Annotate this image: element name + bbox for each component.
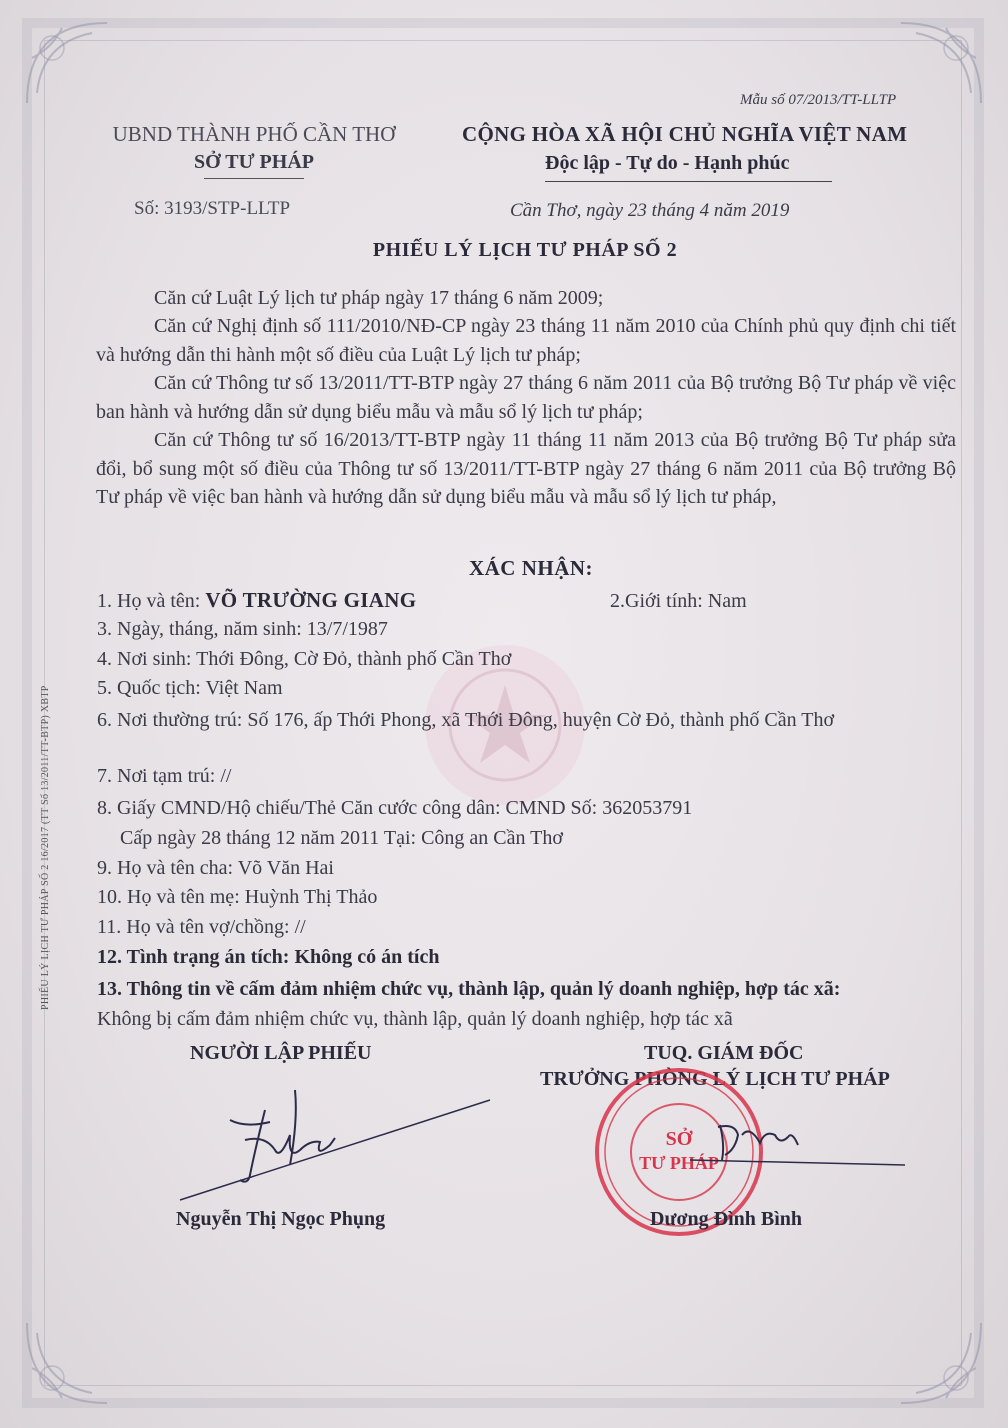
preparer-title: NGƯỜI LẬP PHIẾU [190,1042,372,1064]
corner-ornament-icon [896,18,986,108]
confirm-heading: XÁC NHẬN: [468,556,594,580]
seal-center-line1: SỞ [665,1128,693,1150]
field-gender [610,590,747,613]
issuer-authority: UBND THÀNH PHỐ CẦN THƠ [112,122,396,146]
approver-title-2: TRƯỞNG PHÒNG LÝ LỊCH TƯ PHÁP [540,1068,890,1090]
field-spouse-name: 11. Họ và tên vợ/chồng: // [97,916,306,938]
field-birthplace: 4. Nơi sinh: Thới Đông, Cờ Đỏ, thành phố Cần Thơ [97,648,512,670]
form-code: Mẫu số 07/2013/TT-LLTP [740,92,897,108]
field-full-name [97,588,416,613]
legal-basis-1: Căn cứ Luật Lý lịch tư pháp ngày 17 tháng 6 năm 2009; [154,287,604,309]
corner-ornament-icon [896,1318,986,1408]
full-name-value: VÕ TRƯỜNG GIANG [205,588,417,612]
field-mother-name: 10. Họ và tên mẹ: Huỳnh Thị Thảo [97,886,378,908]
legal-basis-2: Căn cứ Nghị định số 111/2010/NĐ-CP ngày 23 tháng 11 năm 2010 của Chính phủ quy định chi tiết và hướng dẫn thi hành một số điều của Luật Lý lịch tư pháp; [96,315,956,366]
approver-name: Dương Đình Bình [650,1208,803,1230]
document-number: Số: 3193/STP-LLTP [134,198,291,219]
field-label: 2.Giới tính: [610,590,703,612]
document-title: PHIẾU LÝ LỊCH TƯ PHÁP SỐ 2 [372,239,678,261]
approver-title-1: TUQ. GIÁM ĐỐC [644,1042,804,1064]
field-ban-info-label: 13. Thông tin về cấm đảm nhiệm chức vụ, thành lập, quản lý doanh nghiệp, hợp tác xã: [97,978,841,1000]
field-birthdate: 3. Ngày, tháng, năm sinh: 13/7/1987 [97,618,388,640]
corner-ornament-icon [22,18,112,108]
side-print-note: PHIẾU LÝ LỊCH TƯ PHÁP SỐ 2 16/2017 (TT Số 13/2011/TT-BTP) XBTP [40,685,51,1010]
field-criminal-record: 12. Tình trạng án tích: Không có án tích [97,946,440,968]
field-nationality: 5. Quốc tịch: Việt Nam [97,677,283,699]
national-title: CỘNG HÒA XÃ HỘI CHỦ NGHĨA VIỆT NAM [462,122,908,146]
field-id-issue: Cấp ngày 28 tháng 12 năm 2011 Tại: Công an Cần Thơ [120,827,563,849]
legal-basis-3: Căn cứ Thông tư số 13/2011/TT-BTP ngày 27 tháng 6 năm 2011 của Bộ trưởng Bộ Tư pháp về việc ban hành và hướng dẫn sử dụng biểu mẫu và mẫu sổ lý lịch tư pháp; [96,372,956,423]
corner-ornament-icon [22,1318,112,1408]
field-father-name: 9. Họ và tên cha: Võ Văn Hai [97,857,334,879]
field-temporary-address: 7. Nơi tạm trú: // [97,765,232,787]
preparer-signature-icon [170,1080,500,1210]
field-label: 1. Họ và tên: [97,590,201,612]
field-ban-info-value: Không bị cấm đảm nhiệm chức vụ, thành lập, quản lý doanh nghiệp, hợp tác xã [97,1008,733,1030]
seal-center-line2: TƯ PHÁP [639,1153,719,1173]
issuer-underline [204,178,304,179]
legal-basis-4: Căn cứ Thông tư số 16/2013/TT-BTP ngày 11 tháng 11 năm 2013 của Bộ trưởng Bộ Tư pháp sửa đổi, bổ sung một số điều của Thông tư số 13/2011/TT-BTP ngày 27 tháng 6 năm 2011 của Bộ trưởng Bộ Tư pháp về việc ban hành và hướng dẫn sử dụng biểu mẫu và mẫu sổ lý lịch tư pháp, [96,429,956,508]
issue-date: Cần Thơ, ngày 23 tháng 4 năm 2019 [510,200,790,221]
field-permanent-address: 6. Nơi thường trú: Số 176, ấp Thới Phong, xã Thới Đông, huyện Cờ Đỏ, thành phố Cần Thơ [97,709,835,731]
motto-underline [545,181,832,182]
field-id-card: 8. Giấy CMND/Hộ chiếu/Thẻ Căn cước công dân: CMND Số: 362053791 [97,797,693,819]
approver-signature-icon [680,1105,910,1185]
issuer-department: SỞ TƯ PHÁP [193,151,314,173]
gender-value: Nam [707,590,747,612]
preparer-name: Nguyễn Thị Ngọc Phụng [176,1208,386,1230]
national-motto: Độc lập - Tự do - Hạnh phúc [545,152,790,174]
